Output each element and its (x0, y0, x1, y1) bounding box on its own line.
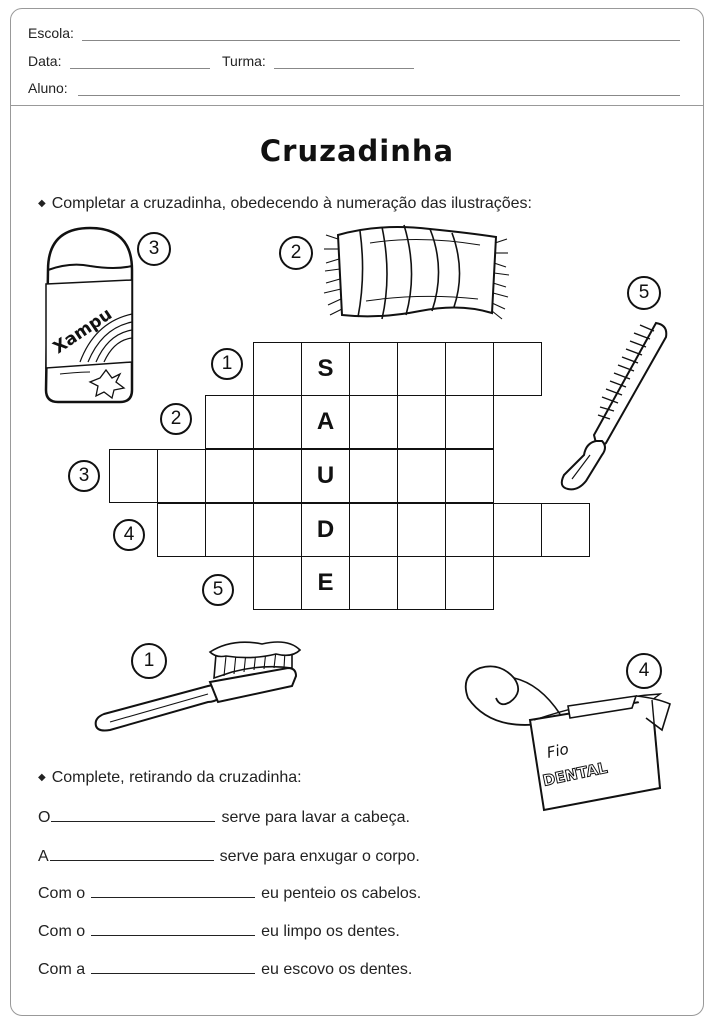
floss-label-dental: DENTAL (541, 758, 609, 790)
hidden-letter-e: E (301, 556, 350, 610)
clue-number-1: 1 (211, 348, 243, 380)
clue-number-2: 2 (160, 403, 192, 435)
school-field[interactable] (82, 40, 680, 41)
crossword-cell[interactable] (253, 556, 302, 610)
student-label: Aluno: (28, 80, 68, 96)
crossword-cell[interactable] (445, 449, 494, 503)
sentence-suffix: eu limpo os dentes. (261, 923, 400, 940)
crossword-cell[interactable] (205, 449, 254, 503)
crossword-cell[interactable] (349, 503, 398, 557)
crossword-cell[interactable] (445, 503, 494, 557)
crossword-cell[interactable] (205, 503, 254, 557)
header-divider (10, 105, 704, 106)
hidden-letter-s: S (301, 342, 350, 396)
hidden-letter-a: A (301, 395, 350, 449)
diamond-bullet-icon: ◆ (38, 772, 46, 783)
answer-blank[interactable] (91, 883, 255, 898)
instruction-2 (38, 769, 302, 787)
floss-number: 4 (626, 653, 662, 689)
crossword-cell[interactable] (397, 503, 446, 557)
sentence-suffix: eu penteio os cabelos. (261, 885, 422, 902)
hidden-letter-d: D (301, 503, 350, 557)
sentence-5 (38, 959, 412, 979)
crossword-cell[interactable] (253, 342, 302, 396)
sentence-prefix: O (38, 809, 51, 826)
crossword-cell[interactable] (493, 342, 542, 396)
answer-blank[interactable] (50, 846, 214, 861)
instruction-1 (38, 195, 532, 213)
hidden-letter-u: U (301, 449, 350, 503)
crossword-cell[interactable] (397, 395, 446, 449)
crossword-cell[interactable] (349, 449, 398, 503)
sentence-suffix: serve para enxugar o corpo. (219, 848, 420, 865)
crossword-cell[interactable] (349, 342, 398, 396)
answer-blank[interactable] (51, 807, 215, 822)
instruction-1-text: Completar a cruzadinha, obedecendo à numeração das ilustrações: (51, 195, 532, 212)
crossword-cell[interactable] (205, 395, 254, 449)
class-label: Turma: (222, 53, 266, 69)
answer-blank[interactable] (91, 921, 255, 936)
sentence-prefix: Com o (38, 885, 86, 902)
class-field[interactable] (274, 68, 414, 69)
crossword-cell[interactable] (157, 503, 206, 557)
clue-number-4: 4 (113, 519, 145, 551)
date-field[interactable] (70, 68, 210, 69)
crossword-cell[interactable] (397, 342, 446, 396)
clue-number-3: 3 (68, 460, 100, 492)
comb-icon (556, 315, 676, 493)
sentence-prefix: A (38, 848, 49, 865)
diamond-bullet-icon: ◆ (38, 198, 46, 209)
shampoo-label: Xampu (49, 304, 116, 359)
shampoo-bottle-icon (40, 222, 140, 406)
sentence-3 (38, 883, 421, 903)
crossword-cell[interactable] (253, 449, 302, 503)
crossword-cell[interactable] (397, 556, 446, 610)
sentence-suffix: eu escovo os dentes. (261, 961, 413, 978)
crossword-cell[interactable] (253, 395, 302, 449)
crossword-cell[interactable] (493, 503, 542, 557)
towel-icon (320, 215, 510, 333)
sentence-1 (38, 807, 410, 827)
crossword-cell[interactable] (445, 556, 494, 610)
crossword-cell[interactable] (157, 449, 206, 503)
school-label: Escola: (28, 25, 74, 41)
crossword-cell[interactable] (349, 395, 398, 449)
toothbrush-number: 1 (131, 643, 167, 679)
instruction-2-text: Complete, retirando da cruzadinha: (51, 769, 302, 786)
crossword-cell[interactable] (397, 449, 446, 503)
crossword-cell[interactable] (445, 342, 494, 396)
towel-number: 2 (279, 236, 313, 270)
crossword-cell[interactable] (445, 395, 494, 449)
crossword-cell[interactable] (541, 503, 590, 557)
sentence-prefix: Com o (38, 923, 86, 940)
page-title: Cruzadinha (259, 134, 455, 168)
date-label: Data: (28, 53, 62, 69)
answer-blank[interactable] (91, 959, 255, 974)
sentence-prefix: Com a (38, 961, 86, 978)
comb-number: 5 (627, 276, 661, 310)
crossword-cell[interactable] (253, 503, 302, 557)
crossword-cell[interactable] (109, 449, 158, 503)
crossword-cell[interactable] (349, 556, 398, 610)
sentence-4 (38, 921, 400, 941)
sentence-suffix: serve para lavar a cabeça. (221, 809, 410, 826)
floss-label-fio: Fio (545, 739, 571, 762)
sentence-2 (38, 846, 420, 866)
student-field[interactable] (78, 95, 680, 96)
clue-number-5: 5 (202, 574, 234, 606)
toothbrush-icon (92, 642, 302, 734)
shampoo-number: 3 (137, 232, 171, 266)
